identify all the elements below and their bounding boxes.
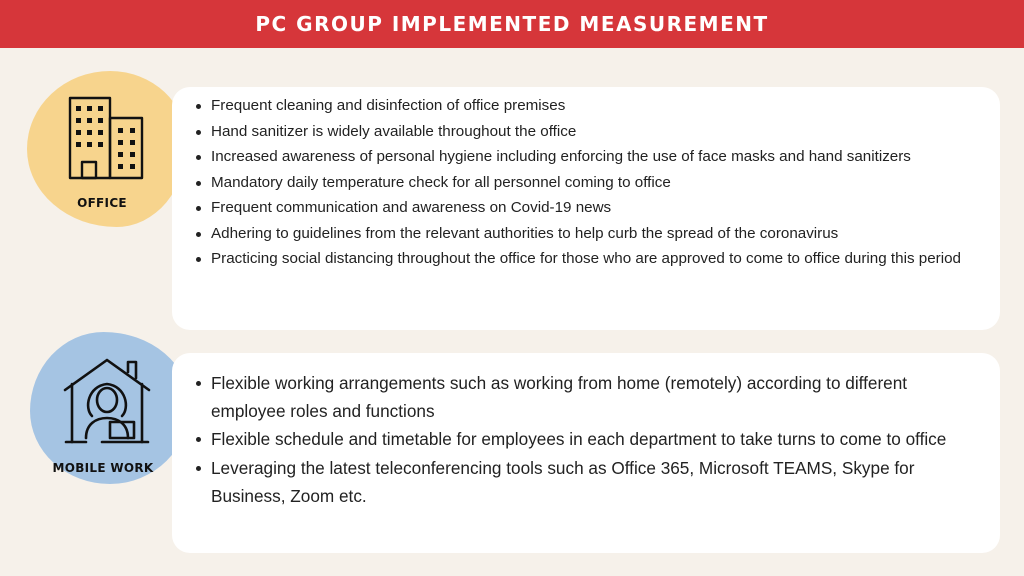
list-item: Flexible working arrangements such as working from home (remotely) according to different employee roles and functions [202,369,984,425]
list-item: Increased awareness of personal hygiene including enforcing the use of face masks and hand sanitizers [202,144,984,170]
list-item: Mandatory daily temperature check for all personnel coming to office [202,170,984,196]
list-item: Flexible schedule and timetable for employees in each department to take turns to come to office [202,425,984,453]
list-item: Frequent cleaning and disinfection of office premises [202,93,984,119]
office-measures-list [202,93,984,272]
mobile-work-measures-list [202,369,984,510]
page-header [0,0,1024,48]
office-measures-card [172,87,1000,330]
work-from-home-icon [62,356,152,446]
list-item: Practicing social distancing throughout the office for those who are approved to come to office during this period [202,246,984,272]
office-label: OFFICE [77,196,127,210]
office-building-icon [68,96,144,180]
list-item: Adhering to guidelines from the relevant authorities to help curb the spread of the coronavirus [202,221,984,247]
mobile-work-label: MOBILE WORK [52,461,154,475]
page-title: PC GROUP IMPLEMENTED MEASUREMENT [255,12,769,36]
list-item: Hand sanitizer is widely available throughout the office [202,119,984,145]
list-item: Leveraging the latest teleconferencing tools such as Office 365, Microsoft TEAMS, Skype for Business, Zoom etc. [202,454,984,510]
list-item: Frequent communication and awareness on Covid-19 news [202,195,984,221]
mobile-work-measures-card [172,353,1000,553]
